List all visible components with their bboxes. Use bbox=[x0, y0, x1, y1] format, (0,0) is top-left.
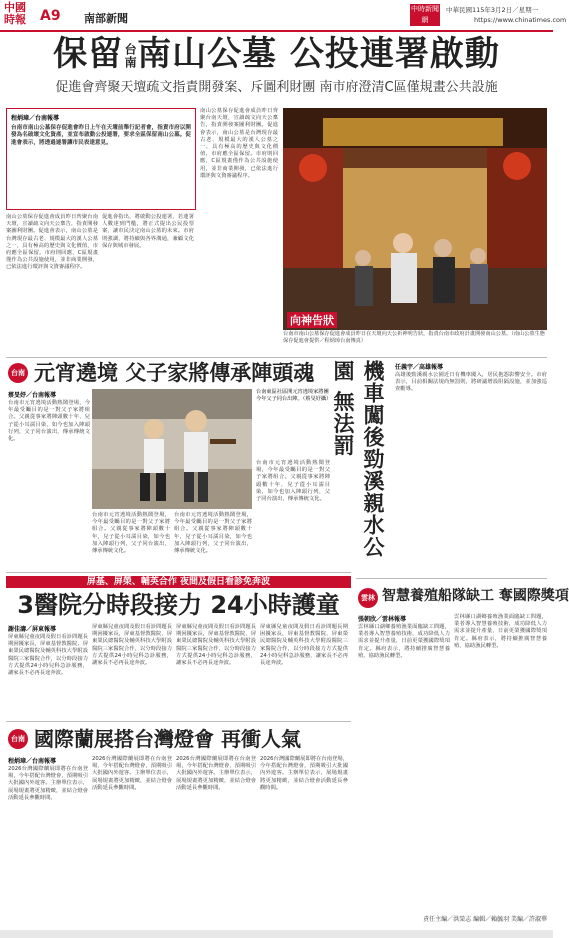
region-tag: 雲林 bbox=[358, 588, 378, 608]
page-credits: 責任主編／洪榮志 編輯／賴毓羽 美編／許淑華 bbox=[423, 916, 547, 923]
divider bbox=[6, 572, 351, 573]
temple-photo bbox=[283, 108, 547, 330]
parent-story-body-col2: 台南市元宵遶境活動熱鬧登場，今年最受矚目的是一對父子家將組合。父親從事家將陣頭數十年，兒子從小耳濡目染，如今也加入陣頭行列，父子同台演出，傳承傳統文化。 bbox=[92, 512, 170, 555]
page-bottom-margin bbox=[0, 930, 553, 938]
yunlin-byline: 張朝欣／雲林報導 bbox=[358, 616, 407, 623]
vertical-story-byline: 任義宇／高雄報導 bbox=[395, 364, 444, 371]
hospital-body-col3: 屏東縣兒童夜間及假日看診問題長期困擾家長，屏東基督教醫院、屏東榮民總醫院及輔英科技大學附設醫院三家醫院合作，以分時段接力方式提供24小時兒科急診服務，讓家長不必再長途奔波。 bbox=[176, 624, 256, 667]
lead-body-col3: 南山公墓保存促進會成員昨日齊聚台南天壇，宣讀疏文向天公稟告，指責開發案圖利財團。促進會表示，南山公墓是台灣現存最古老、規模最大的漢人公墓之一，具有極高的歷史與文化價值，市府應全區保留。市府則回應，C區規畫僅作為公共設施使用，並非商業開發，已依法進行環評與文資審議程序。 bbox=[200, 108, 278, 179]
headline-text: 保留台南南山公墓 公投連署啟動 bbox=[53, 34, 500, 74]
lead-subhead: 促進會齊聚天壇疏文指責開發案、斥圖利財團 南市府澄清C區僅規畫公共設施 bbox=[55, 80, 498, 95]
temple-photo-image bbox=[283, 108, 547, 330]
vertical-story-headline: 機車闖後勁溪親水公園 無法罰 bbox=[331, 360, 385, 558]
lead-headline bbox=[0, 30, 553, 78]
parent-story-body-col4: 台南市元宵遶境活動熱鬧登場，今年最受矚目的是一對父子家將組合。父親從事家將陣頭數十年，兒子從小耳濡目染，如今也加入陣頭行列，父子同台演出，傳承傳統文化。 bbox=[256, 460, 330, 503]
lead-body-col2: 促進會指出，將啟動公投連署，若連署人數達到門檻，將正式提出公民投票案，讓市民決定南山公墓的未來。市府則強調，將持續與各界溝通，兼顧文化保存與城市發展。 bbox=[102, 214, 194, 249]
site-url[interactable]: https://www.chinatimes.com bbox=[474, 16, 567, 24]
lead-summary-box bbox=[6, 108, 196, 210]
yunlin-body-col2: 雲林縣口湖鄉養殖漁業面臨缺工問題，業者導入智慧養殖技術，成功降低人力需求並提升產量，日前更榮獲國際獎項肯定。縣府表示，將持續推廣智慧養殖，協助漁民轉型。 bbox=[454, 614, 547, 649]
divider bbox=[356, 578, 547, 579]
hospital-body-col2: 屏東縣兒童夜間及假日看診問題長期困擾家長，屏東基督教醫院、屏東榮民總醫院及輔英科技大學附設醫院三家醫院合作，以分時段接力方式提供24小時兒科急診服務，讓家長不必再長途奔波。 bbox=[92, 624, 172, 667]
hospital-headline: 3醫院分時段接力 24小時護童 bbox=[17, 591, 340, 619]
vertical-story-body: 高雄後勁溪親水公園近日有機車闖入，居民抱怨影響安全。市府表示，目前相關法規尚無罰則，將研議增設阻隔設施，並加強巡查勸導。 bbox=[395, 372, 547, 393]
newspaper-logo: 中國時報 bbox=[4, 1, 26, 26]
parent-story-headline: 元宵遶境 父子家將傳承陣頭魂 bbox=[34, 361, 315, 385]
parent-story-body: 台南市元宵遶境活動熱鬧登場，今年最受矚目的是一對父子家將組合。父親從事家將陣頭數十年，兒子從小耳濡目染，如今也加入陣頭行列，父子同台演出，傳承傳統文化。 bbox=[8, 400, 90, 443]
temple-photo-caption: 台南市南山公墓保存促進會成員昨日在天壇向天公祈神明告狀，指責台南市政府計畫開發南山公墓。（南山公墓生態保存促進會提供／程炳璋台南傳真） bbox=[283, 331, 545, 344]
lead-summary-text: 台南市南山公墓保存促進會昨日上午在天壇前舉行記者會，指責市府以開發為名破壞文化資產，並宣布啟動公投連署，要求全區保留南山公墓。促進會表示，將透過連署讓市民表達意見。 bbox=[11, 125, 191, 146]
issue-date: 中華民國115年3月2日／星期一 bbox=[446, 6, 539, 14]
section-name: 南部新聞 bbox=[84, 12, 128, 25]
lantern-body-col2: 2026台灣國際蘭展即將在台南登場，今年搭配台灣燈會，預期吸引大批國內外遊客。主辦單位表示，展場規畫將更加精緻，並結合燈會活動延長參觀時間。 bbox=[92, 756, 172, 791]
divider bbox=[6, 357, 547, 358]
lead-body-col1: 南山公墓保存促進會成員昨日齊聚台南天壇，宣讀疏文向天公稟告，指責開發案圖利財團。促進會表示，南山公墓是台灣現存最古老、規模最大的漢人公墓之一，具有極高的歷史與文化價值，市府應全區保留。市府則回應，C區規畫僅作為公共設施使用，並非商業開發，已依法進行環評與文資審議程序。 bbox=[6, 214, 98, 271]
divider bbox=[6, 721, 351, 722]
lead-byline: 程炳璋／台南報導 bbox=[11, 115, 60, 122]
hospital-byline: 謝佳濤／屏東報導 bbox=[8, 626, 57, 633]
lantern-headline: 國際蘭展搭台灣燈會 再衝人氣 bbox=[34, 727, 301, 751]
headline-small-label: 台南 bbox=[123, 42, 138, 69]
region-tag: 台南 bbox=[8, 729, 28, 749]
lantern-byline: 程炳璋／台南報導 bbox=[8, 758, 57, 765]
family-photo-caption: 台南東區社區開元宵遶境家將團今年父子同台出陣。（蔡旻妤攝） bbox=[256, 389, 332, 402]
page-header bbox=[0, 0, 567, 32]
page-number: A9 bbox=[40, 8, 61, 24]
lantern-body-col1: 2026台灣國際蘭展即將在台南登場，今年搭配台灣燈會，預期吸引大批國內外遊客。主辦單位表示，展場規畫將更加精緻，並結合燈會活動延長參觀時間。 bbox=[8, 766, 88, 801]
photo-label: 向神告狀 bbox=[287, 312, 337, 328]
yunlin-body-col1: 雲林縣口湖鄉養殖漁業面臨缺工問題，業者導入智慧養殖技術，成功降低人力需求並提升產量，日前更榮獲國際獎項肯定。縣府表示，將持續推廣智慧養殖，協助漁民轉型。 bbox=[358, 624, 450, 659]
family-photo bbox=[92, 389, 252, 509]
lantern-body-col4: 2026台灣國際蘭展即將在台南登場，今年搭配台灣燈會，預期吸引大批國內外遊客。主辦單位表示，展場規畫將更加精緻，並結合燈會活動延長參觀時間。 bbox=[260, 756, 348, 791]
region-tag: 台南 bbox=[8, 363, 28, 383]
yunlin-headline: 智慧養殖船隊缺工 奪國際獎項 bbox=[382, 588, 569, 604]
hospital-body-col1: 屏東縣兒童夜間及假日看診問題長期困擾家長，屏東基督教醫院、屏東榮民總醫院及輔英科技大學附設醫院三家醫院合作，以分時段接力方式提供24小時兒科急診服務，讓家長不必再長途奔波。 bbox=[8, 634, 88, 677]
hospital-banner: 屏基、屏榮、輔英合作 夜間及假日看診免奔波 bbox=[6, 576, 351, 588]
site-logo: 中時新聞網 bbox=[411, 5, 439, 24]
parent-story-body-col3: 台南市元宵遶境活動熱鬧登場，今年最受矚目的是一對父子家將組合。父親從事家將陣頭數十年，兒子從小耳濡目染，如今也加入陣頭行列，父子同台演出，傳承傳統文化。 bbox=[174, 512, 252, 555]
hospital-body-col4: 屏東縣兒童夜間及假日看診問題長期困擾家長，屏東基督教醫院、屏東榮民總醫院及輔英科技大學附設醫院三家醫院合作，以分時段接力方式提供24小時兒科急診服務，讓家長不必再長途奔波。 bbox=[260, 624, 348, 667]
lantern-body-col3: 2026台灣國際蘭展即將在台南登場，今年搭配台灣燈會，預期吸引大批國內外遊客。主辦單位表示，展場規畫將更加精緻，並結合燈會活動延長參觀時間。 bbox=[176, 756, 256, 791]
parent-story-byline: 蔡旻妤／台南報導 bbox=[8, 392, 57, 399]
family-photo-image bbox=[92, 389, 252, 509]
